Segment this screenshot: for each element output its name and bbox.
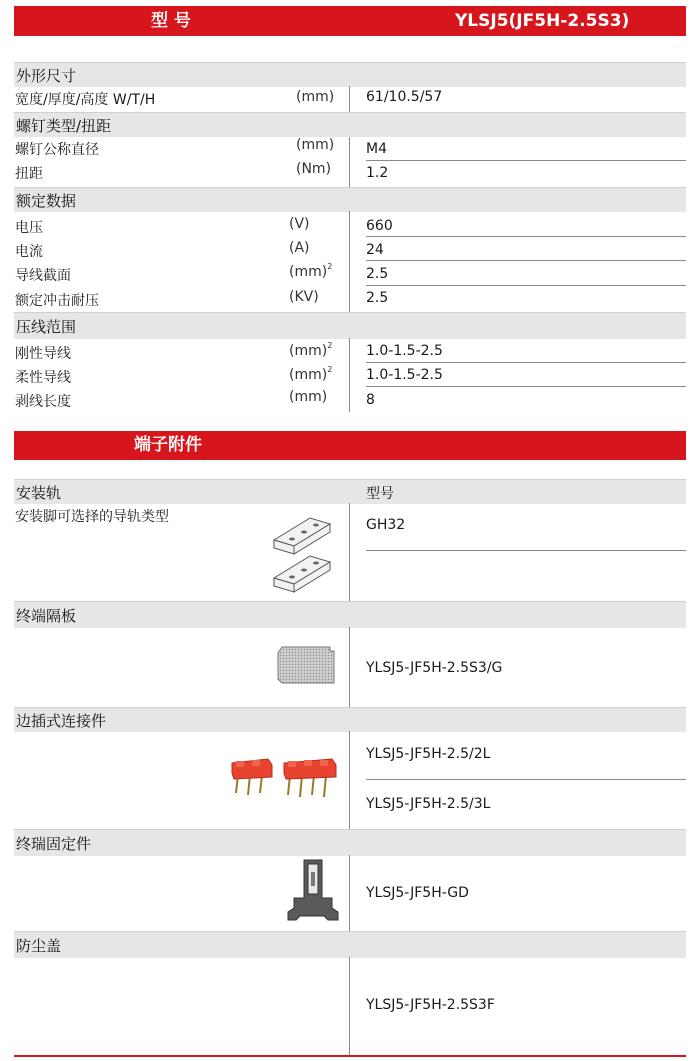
section-title: 防尘盖 [16, 937, 62, 955]
spec-unit [289, 367, 332, 383]
spec-value: 61/10.5/57 [366, 89, 443, 105]
section-title: 额定数据 [16, 192, 77, 210]
unit-superscript: 2 [327, 365, 333, 374]
unit-text: (mm) [289, 367, 328, 383]
model-banner [14, 6, 686, 36]
column-divider [349, 503, 350, 601]
spec-unit [289, 264, 332, 280]
column-divider [349, 855, 350, 931]
model-column-header: 型号 [366, 486, 394, 502]
unit-superscript: 2 [327, 262, 333, 271]
spec-value: 2.5 [366, 266, 389, 282]
section-title: 边插式连接件 [16, 712, 107, 730]
section-rail [14, 479, 686, 504]
column-divider [349, 957, 350, 1055]
end-plate-model: YLSJ5-JF5H-2.5S3/G [366, 660, 503, 676]
spec-unit: (mm) [296, 137, 335, 153]
column-divider [349, 211, 350, 312]
spec-value: M4 [366, 141, 387, 157]
spec-name: 电压 [15, 220, 43, 236]
spec-unit: (KV) [289, 289, 319, 305]
row-rule [366, 779, 686, 780]
section-end-stop [14, 829, 686, 856]
row-rule [366, 285, 686, 286]
column-divider [349, 86, 350, 112]
spec-unit [289, 343, 332, 359]
column-divider [349, 731, 350, 829]
column-divider [349, 338, 350, 412]
unit-text: (mm) [289, 343, 328, 359]
spec-unit: (mm) [289, 389, 328, 405]
row-rule [366, 160, 686, 161]
section-dust-cover [14, 931, 686, 958]
dust-cover-model: YLSJ5-JF5H-2.5S3F [366, 997, 495, 1013]
jumper-connector-icon [228, 755, 340, 803]
spec-name: 扭距 [15, 166, 43, 182]
spec-name: 刚性导线 [15, 346, 71, 362]
section-screw [14, 112, 686, 137]
section-jumper [14, 707, 686, 732]
spec-name: 剥线长度 [15, 394, 71, 410]
rail-description: 安装脚可选择的导轨类型 [15, 509, 169, 525]
section-crimp [14, 312, 686, 339]
rail-model: GH32 [366, 517, 406, 533]
row-rule [366, 260, 686, 261]
row-rule [366, 550, 686, 551]
spec-name: 宽度/厚度/高度 W/T/H [15, 92, 156, 108]
spec-unit: (A) [289, 240, 310, 256]
accessories-banner [14, 431, 686, 460]
section-end-plate [14, 601, 686, 628]
jumper-model-2l: YLSJ5-JF5H-2.5/2L [366, 746, 491, 762]
din-rail-icon [270, 510, 336, 598]
jumper-model-3l: YLSJ5-JF5H-2.5/3L [366, 796, 491, 812]
spec-name: 柔性导线 [15, 370, 71, 386]
spec-value: 24 [366, 242, 384, 258]
accessories-title: 端子附件 [134, 435, 202, 455]
end-stop-icon [286, 858, 340, 928]
section-dimensions [14, 62, 686, 87]
section-title: 外形尺寸 [16, 67, 77, 85]
row-rule [366, 236, 686, 237]
spec-unit: (Nm) [296, 161, 332, 177]
spec-value: 660 [366, 218, 393, 234]
spec-name: 电流 [15, 244, 43, 260]
spec-value: 1.0-1.5-2.5 [366, 367, 443, 383]
section-rated [14, 187, 686, 212]
spec-name: 导线截面 [15, 268, 71, 284]
spec-name: 螺钉公称直径 [15, 142, 99, 158]
column-divider [349, 627, 350, 707]
row-rule [366, 362, 686, 363]
end-plate-icon [276, 645, 338, 687]
spec-value: 8 [366, 392, 375, 408]
row-rule [366, 386, 686, 387]
section-title: 螺钉类型/扭距 [16, 117, 112, 135]
spec-unit: (mm) [296, 89, 335, 105]
model-label: 型 号 [151, 11, 191, 31]
model-value: YLSJ5(JF5H-2.5S3) [455, 11, 630, 31]
spec-value: 1.2 [366, 165, 389, 181]
unit-text: (mm) [289, 264, 328, 280]
spec-name: 额定冲击耐压 [15, 293, 99, 309]
section-title: 终端隔板 [16, 607, 77, 625]
spec-value: 2.5 [366, 290, 389, 306]
column-divider [349, 137, 350, 187]
section-title: 终瑞固定件 [16, 835, 92, 853]
bottom-rule [14, 1055, 686, 1057]
spec-unit: (V) [289, 216, 310, 232]
unit-superscript: 2 [327, 341, 333, 350]
spec-value: 1.0-1.5-2.5 [366, 343, 443, 359]
section-title: 压线范围 [16, 318, 77, 336]
section-title: 安装轨 [16, 484, 62, 502]
end-stop-model: YLSJ5-JF5H-GD [366, 885, 469, 901]
